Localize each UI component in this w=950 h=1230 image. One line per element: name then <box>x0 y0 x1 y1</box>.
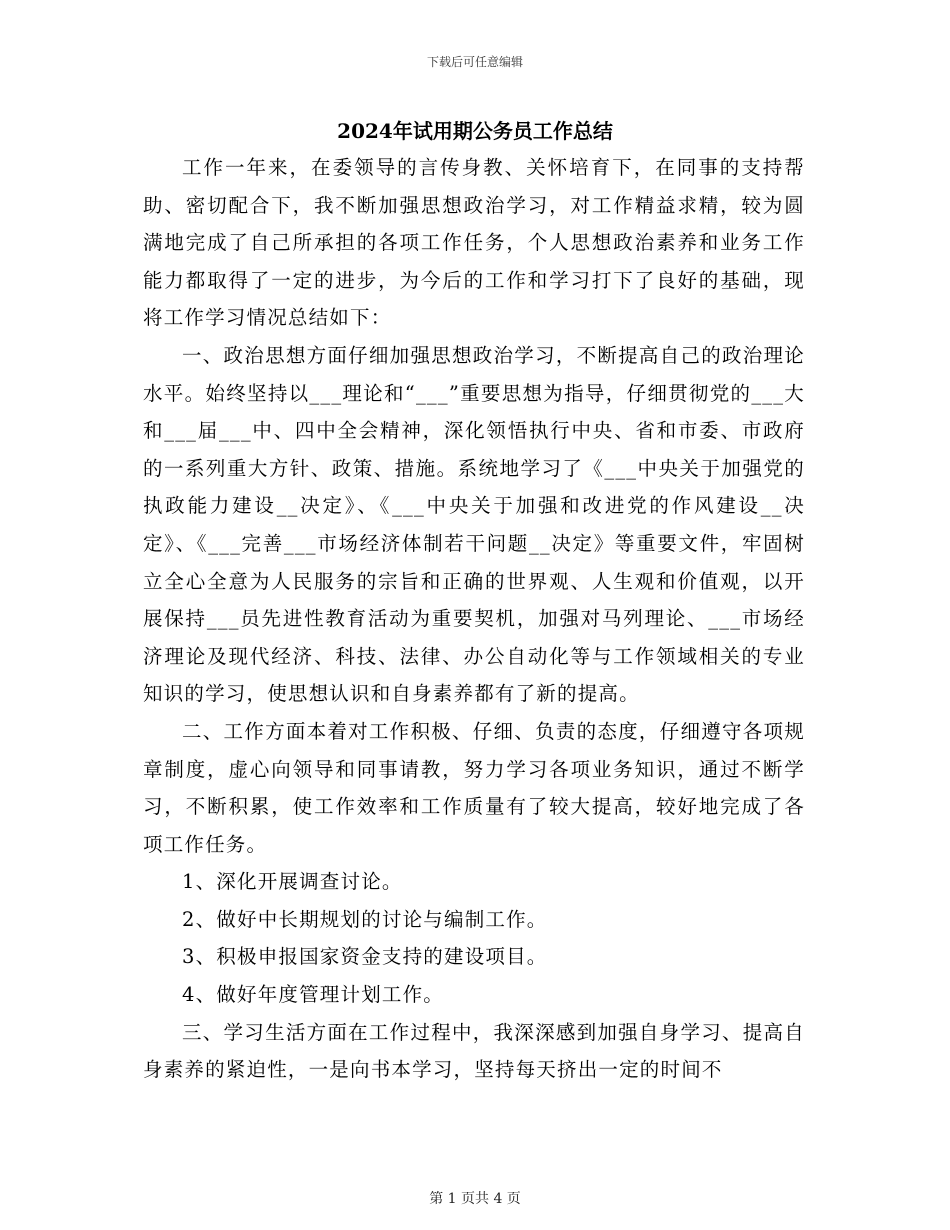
list-item-2: 2、做好中长期规划的讨论与编制工作。 <box>182 907 548 931</box>
page-footer: 第 1 页共 4 页 <box>429 1191 521 1207</box>
document-title: 2024年试用期公务员工作总结 <box>337 119 613 143</box>
list-item-4: 4、做好年度管理计划工作。 <box>182 983 445 1007</box>
paragraph-work: 二、工作方面本着对工作积极、仔细、负责的态度，仔细遵守各项规章制度，虚心向领导和同事请教，努力学习各项业务知识，通过不断学习，不断积累，使工作效率和工作质量有了较大提高，较好地完成了各项工作任务。 <box>143 719 805 856</box>
paragraph-intro: 工作一年来，在委领导的言传身教、关怀培育下，在同事的支持帮助、密切配合下，我不断加强思想政治学习，对工作精益求精，较为圆满地完成了自己所承担的各项工作任务，个人思想政治素养和业务工作能力都取得了一定的进步，为今后的工作和学习打下了良好的基础，现将工作学习情况总结如下： <box>143 156 805 330</box>
paragraph-study: 三、学习生活方面在工作过程中，我深深感到加强自身学习、提高自身素养的紧迫性，一是向书本学习，坚持每天挤出一定的时间不 <box>143 1020 805 1082</box>
list-item-3: 3、积极申报国家资金支持的建设项目。 <box>182 945 548 969</box>
header-note: 下载后可任意编辑 <box>426 55 523 69</box>
list-item-1: 1、深化开展调查讨论。 <box>182 870 403 894</box>
document-body <box>143 149 805 1089</box>
paragraph-political: 一、政治思想方面仔细加强思想政治学习，不断提高自己的政治理论水平。始终坚持以___理论和“___”重要思想为指导，仔细贯彻党的___大和___届___中、四中全会精神，深化领悟执行中央、省和市委、市政府的一系列重大方针、政策、措施。系统地学习了《___中央关于加强党的执政能力建设__决定》、《___中央关于加强和改进党的作风建设__决定》、《___完善___市场经济体制若干问题__决定》等重要文件，牢固树立全心全意为人民服务的宗旨和正确的世界观、人生观和价值观，以开展保持___员先进性教育活动为重要契机，加强对马列理论、___市场经济理论及现代经济、科技、法律、办公自动化等与工作领域相关的专业知识的学习，使思想认识和自身素养都有了新的提高。 <box>143 343 805 706</box>
